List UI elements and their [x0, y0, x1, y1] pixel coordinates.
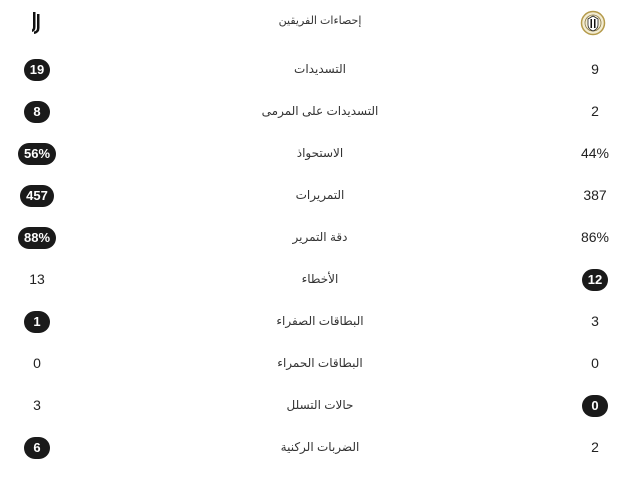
stat-row-passes [0, 180, 640, 210]
juventus-logo-icon [23, 10, 49, 36]
team-stats-header [0, 0, 640, 44]
stat-label: التسديدات على المرمى [261, 104, 379, 118]
stat-row-possession [0, 138, 640, 168]
right-value: 86% [580, 229, 610, 245]
left-value-badge: 88% [2, 226, 72, 248]
right-value-badge: 0 [560, 394, 630, 416]
header-title: إحصاءات الفريقين [278, 15, 362, 27]
stat-row-offsides [0, 390, 640, 420]
stat-label: التمريرات [295, 188, 345, 202]
left-value-badge: 6 [2, 436, 72, 458]
right-value: 9 [591, 61, 599, 77]
left-value-badge: 457 [2, 184, 72, 206]
left-value: 3 [33, 397, 41, 413]
stat-label: البطاقات الحمراء [277, 356, 363, 370]
stat-row-fouls [0, 264, 640, 294]
left-value-badge: 1 [2, 310, 72, 332]
stat-label: التسديدات [294, 62, 346, 76]
right-value: 0 [591, 355, 599, 371]
right-value: 44% [580, 145, 610, 161]
right-value-badge: 12 [560, 268, 630, 290]
stat-row-red-cards [0, 348, 640, 378]
left-value: 13 [29, 271, 45, 287]
udinese-crest-icon [580, 10, 606, 36]
stat-row-yellow-cards [0, 306, 640, 336]
right-value: 2 [591, 439, 599, 455]
right-value: 3 [591, 313, 599, 329]
stat-label: حالات التسلل [286, 398, 354, 412]
right-value: 2 [591, 103, 599, 119]
left-value-badge: 8 [2, 100, 72, 122]
stat-row-corners [0, 432, 640, 462]
stat-label: الاستحواذ [296, 146, 344, 160]
stat-label: دقة التمرير [292, 230, 348, 244]
stat-row-pass-accuracy [0, 222, 640, 252]
left-value: 0 [33, 355, 41, 371]
stat-row-shots-on-target [0, 96, 640, 126]
left-value-badge: 19 [2, 58, 72, 80]
right-value: 387 [583, 187, 607, 203]
stat-row-shots [0, 54, 640, 84]
stat-label: الأخطاء [301, 272, 339, 286]
stat-label: الضربات الركنية [280, 440, 360, 454]
stat-label: البطاقات الصفراء [276, 314, 364, 328]
left-value-badge: 56% [2, 142, 72, 164]
